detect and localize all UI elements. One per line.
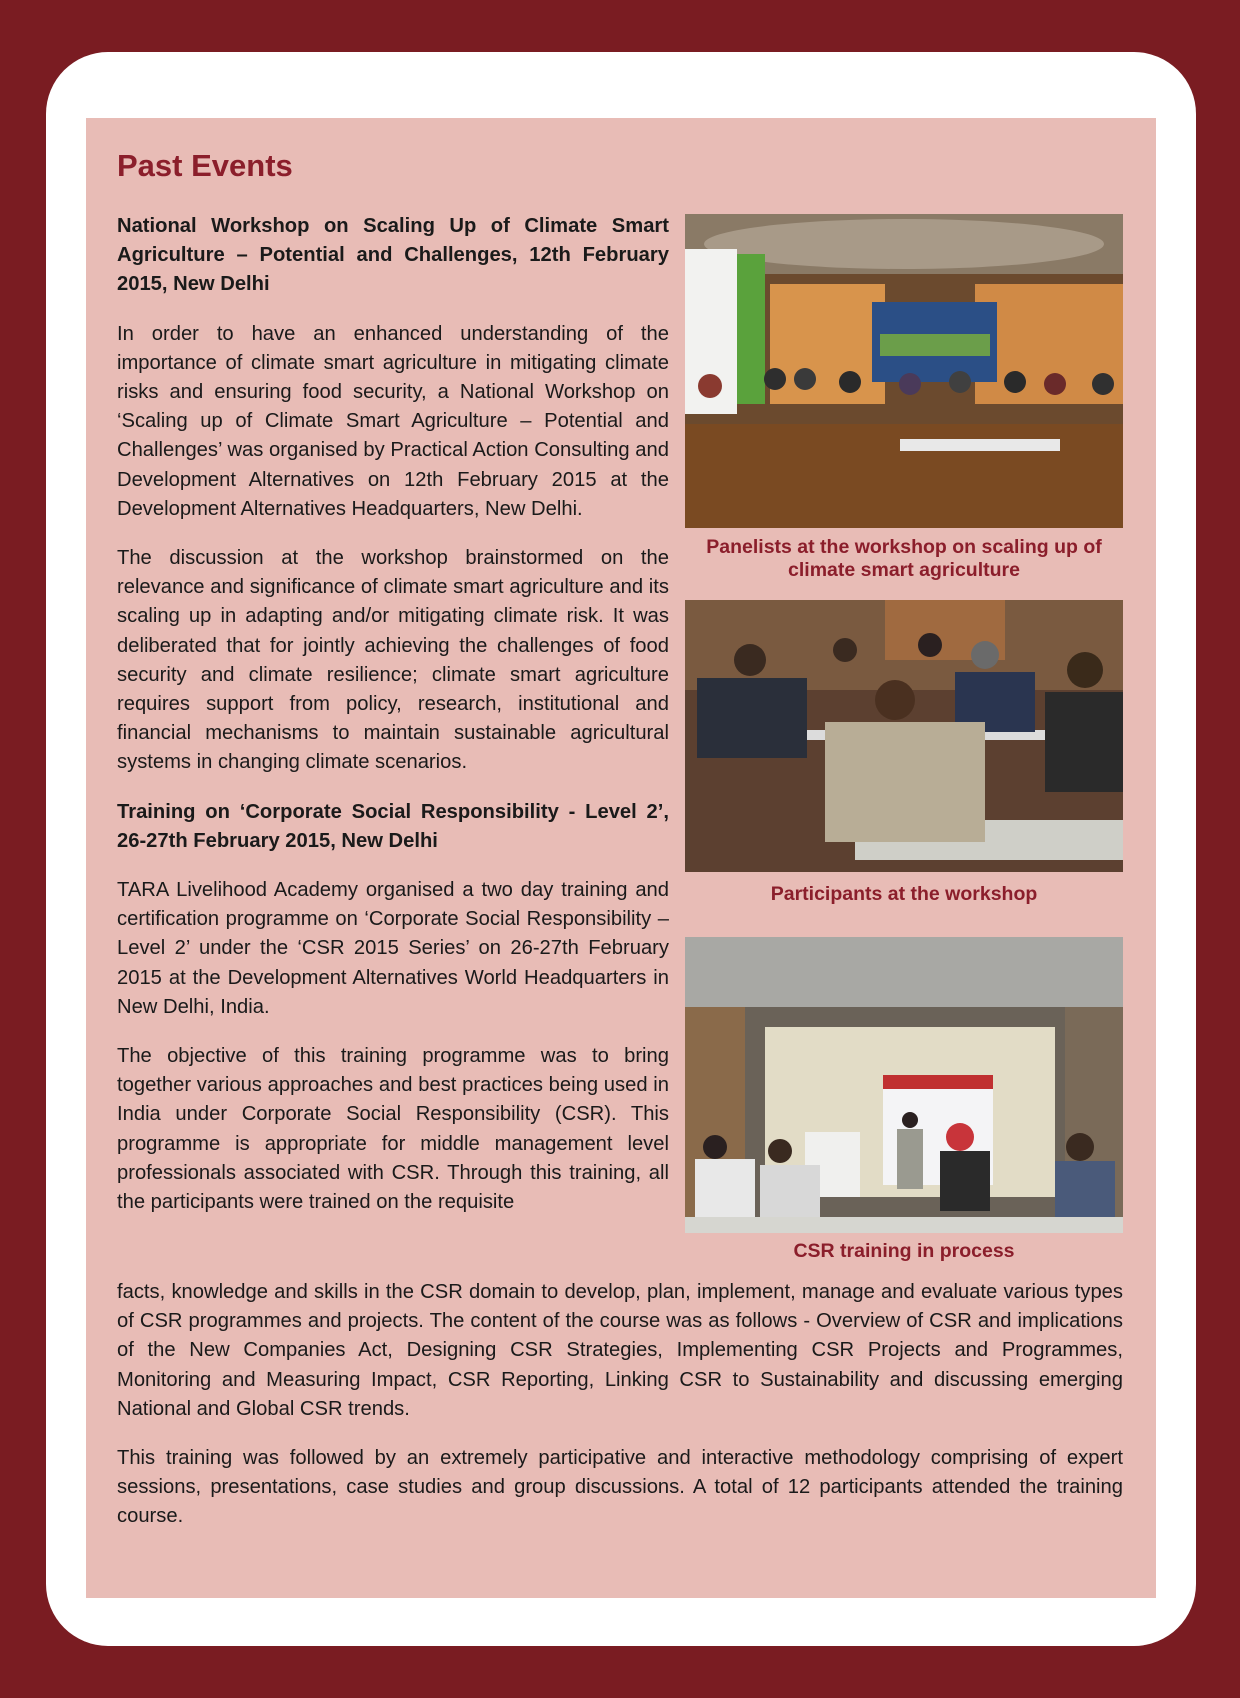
event2-paragraph-3: This training was followed by an extremely participative and interactive methodology comprising of expert sessions, presentations, case studies and group discussions. A total of 12 participants attended the training course.	[117, 1447, 1123, 1528]
event1-paragraph-1: In order to have an enhanced understanding of the importance of climate smart agriculture in mitigating climate risks and ensuring food security, a National Workshop on ‘Scaling up of Climate Smart Agriculture – Potential and Challenges’ was organised by Practical Action Consulting and Development Alternatives on 12th February 2015 at the Development Alternatives Headquarters, New Delhi.	[117, 322, 669, 520]
event2-heading: Training on ‘Corporate Social Responsibility - Level 2’, 26-27th February 2015, New Delhi	[117, 800, 669, 852]
event1-paragraph-2: The discussion at the workshop brainstormed on the relevance and significance of climate smart agriculture and its scaling up in adapting and/or mitigating climate risk. It was deliberated that for jointly achieving the challenges of food security and climate resilience; climate smart agriculture requires support from policy, research, institutional and financial mechanisms to maintain sustainable agricultural systems in changing climate scenarios.	[117, 547, 669, 774]
photo-participants	[685, 600, 1123, 872]
page-title: Past Events	[117, 148, 293, 183]
bottom-text	[117, 1278, 1123, 1532]
photo-panelists	[685, 214, 1123, 528]
photo-csr-training	[685, 937, 1123, 1233]
caption-panelists: Panelists at the workshop on scaling up of climate smart agriculture	[706, 536, 1102, 581]
caption-csr-training: CSR training in process	[793, 1240, 1015, 1262]
event2-paragraph-1: TARA Livelihood Academy organised a two day training and certification programme on ‘Corporate Social Responsibility – Level 2’ under the ‘CSR 2015 Series’ on 26-27th February 2015 at the Development Alternatives World Headquarters in New Delhi, India.	[117, 879, 669, 1018]
event2-paragraph-2-end: facts, knowledge and skills in the CSR domain to develop, plan, implement, manage and evaluate various types of CSR programmes and projects. The content of the course was as follows - Overview of CSR and implications of the New Companies Act, Designing CSR Strategies, Implementing CSR Projects and Programmes, Monitoring and Measuring Impact, CSR Reporting, Linking CSR to Sustainability and discussing emerging National and Global CSR trends.	[117, 1281, 1123, 1420]
event1-heading: National Workshop on Scaling Up of Climate Smart Agriculture – Potential and Challenges, 12th February 2015, New Delhi	[117, 215, 669, 296]
caption-participants: Participants at the workshop	[770, 883, 1038, 905]
event2-paragraph-2-start: The objective of this training programme was to bring together various approaches and best practices being used in India under Corporate Social Responsibility (CSR). This programme is appropriate for middle management level professionals associated with CSR. Through this training, all the participants were trained on the requisite	[117, 1045, 669, 1214]
left-column	[117, 212, 669, 1217]
